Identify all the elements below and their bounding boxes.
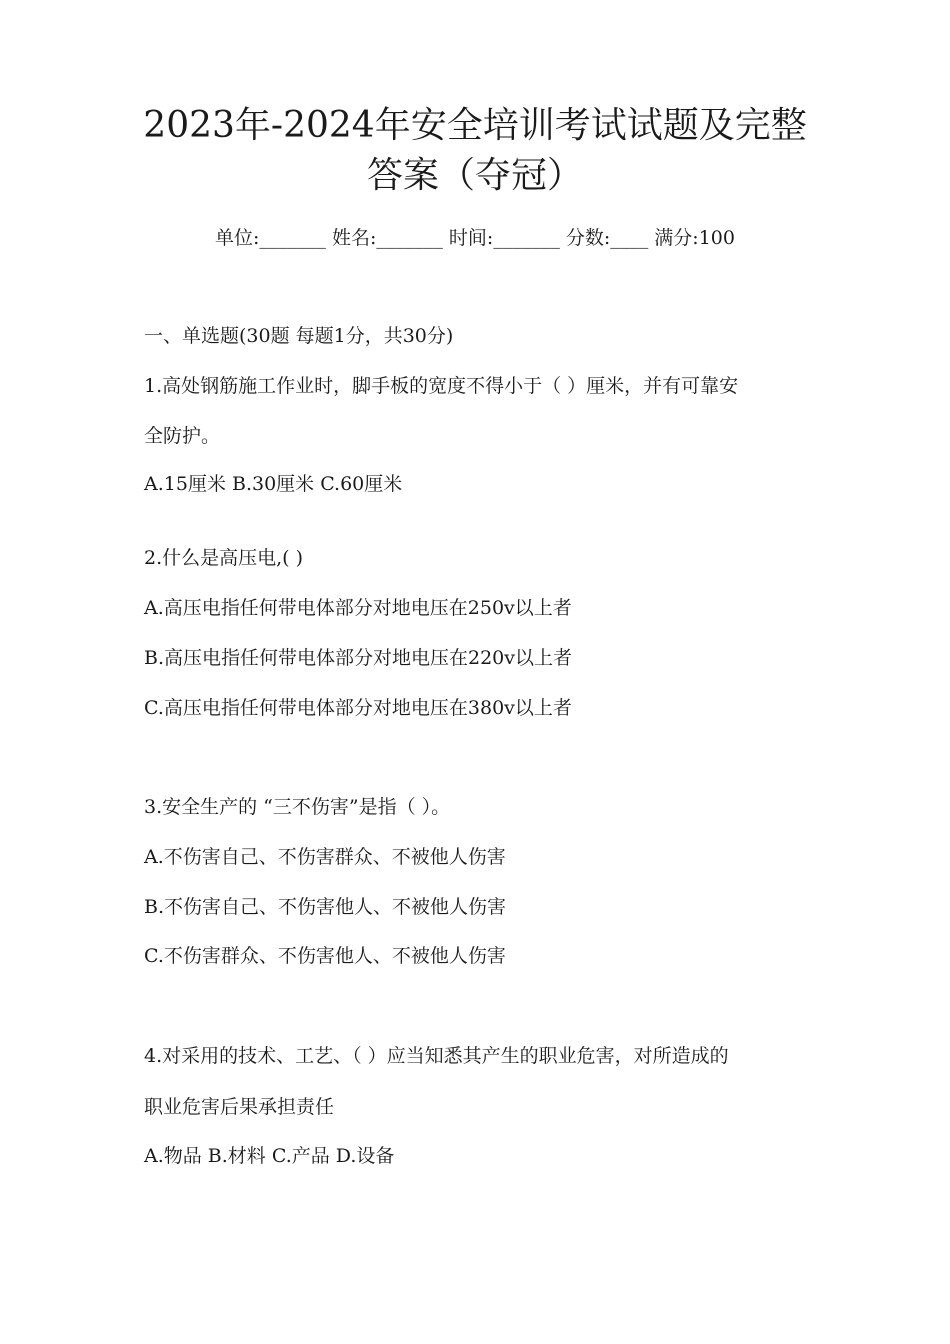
question-4-stem-line-2: 职业危害后果承担责任	[144, 1096, 335, 1118]
question-2-option-b: B.高压电指任何带电体部分对地电压在220v以上者	[144, 647, 573, 669]
section-heading: 一、单选题(30题 每题1分，共30分)	[144, 325, 454, 347]
question-4-options: A.物品 B.材料 C.产品 D.设备	[144, 1145, 395, 1167]
document-title-line-2: 答案（夺冠）	[366, 155, 583, 196]
question-1-options: A.15厘米 B.30厘米 C.60厘米	[144, 473, 403, 495]
question-3-option-b: B.不伤害自己、不伤害他人、不被他人伤害	[144, 896, 507, 918]
question-1-stem-line-2: 全防护。	[144, 425, 221, 447]
question-2-option-a: A.高压电指任何带电体部分对地电压在250v以上者	[144, 597, 572, 619]
document-title-line-1: 2023年-2024年安全培训考试试题及完整	[143, 105, 807, 146]
question-2-stem: 2.什么是高压电,( )	[144, 547, 304, 569]
question-3-option-a: A.不伤害自己、不伤害群众、不被他人伤害	[144, 846, 506, 868]
question-3-stem: 3.安全生产的 “三不伤害”是指（ ）。	[144, 796, 451, 818]
exam-info-line: 单位:_______ 姓名:_______ 时间:_______ 分数:____ 满分:100	[215, 227, 735, 249]
question-3-option-c: C.不伤害群众、不伤害他人、不被他人伤害	[144, 945, 506, 967]
question-1-stem-line-1: 1.高处钢筋施工作业时，脚手板的宽度不得小于（ ）厘米，并有可靠安	[144, 375, 739, 397]
question-4-stem-line-1: 4.对采用的技术、工艺、（ ）应当知悉其产生的职业危害，对所造成的	[144, 1045, 729, 1067]
question-2-option-c: C.高压电指任何带电体部分对地电压在380v以上者	[144, 697, 572, 719]
